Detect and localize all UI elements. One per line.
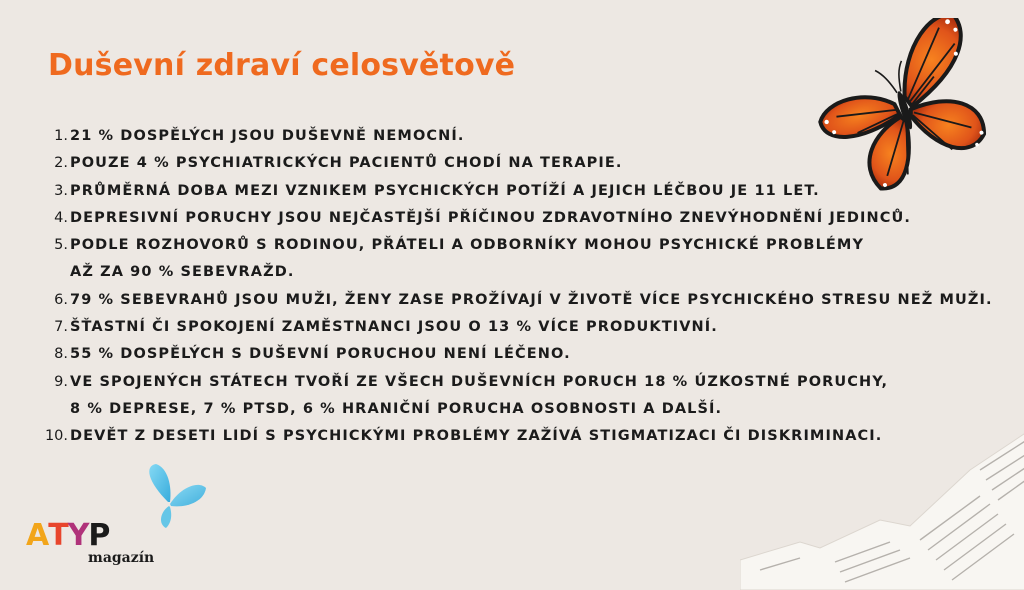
list-item bbox=[36, 232, 996, 287]
list-item-text: 21 % DOSPĚLÝCH JSOU DUŠEVNĚ NEMOCNÍ. bbox=[70, 128, 465, 144]
list-item-text: DEVĚT Z DESETI LIDÍ S PSYCHICKÝMI PROBLÉMY ZAŽÍVÁ STIGMATIZACI ČI DISKRIMINACI. bbox=[70, 428, 883, 445]
logo-subtitle: magazín bbox=[88, 550, 155, 566]
list-item-number: 2. bbox=[54, 155, 68, 172]
list-item-text: 55 % DOSPĚLÝCH S DUŠEVNÍ PORUCHOU NENÍ LÉČENO. bbox=[70, 346, 571, 363]
list-item-text: ŠŤASTNÍ ČI SPOKOJENÍ ZAMĚSTNANCI JSOU O 13 % VÍCE PRODUKTIVNÍ. bbox=[70, 319, 718, 336]
list-item bbox=[36, 369, 996, 424]
newspaper-scrap-icon bbox=[740, 430, 1024, 590]
list-item-number: 3. bbox=[54, 182, 68, 199]
monarch-butterfly-icon bbox=[812, 18, 992, 198]
list-item bbox=[36, 341, 996, 368]
logo-letter-y: Y bbox=[67, 518, 89, 553]
list-item-text: PODLE ROZHOVORŮ S RODINOU, PŘÁTELI A ODBORNÍKY MOHOU PSYCHICKÉ PROBLÉMY AŽ ZA 90 % SEBEVRAŽD. bbox=[70, 237, 865, 281]
list-item-text: DEPRESIVNÍ PORUCHY JSOU NEJČASTĚJŠÍ PŘÍČINOU ZDRAVOTNÍHO ZNEVÝHODNĚNÍ JEDINCŮ. bbox=[70, 209, 911, 226]
list-item bbox=[36, 205, 996, 232]
list-item-number: 8. bbox=[54, 346, 68, 363]
list-item-number: 7. bbox=[54, 319, 68, 336]
list-item-number: 1. bbox=[54, 128, 68, 144]
logo-letter-p: P bbox=[88, 518, 110, 553]
logo-letter-t: T bbox=[48, 518, 68, 553]
page-title: Duševní zdraví celosvětově bbox=[48, 48, 516, 83]
list-item bbox=[36, 287, 996, 314]
blue-butterfly-icon bbox=[138, 462, 210, 532]
list-item-text: 79 % SEBEVRAHŮ JSOU MUŽI, ŽENY ZASE PROŽÍVAJÍ V ŽIVOTĚ VÍCE PSYCHICKÉHO STRESU NEŽ MUŽI. bbox=[70, 291, 993, 308]
list-item-number: 10. bbox=[44, 428, 68, 445]
list-item-number: 6. bbox=[54, 291, 68, 308]
logo-letter-a: A bbox=[26, 518, 49, 553]
list-item-text: POUZE 4 % PSYCHIATRICKÝCH PACIENTŮ CHODÍ NA TERAPIE. bbox=[70, 155, 623, 172]
atyp-magazin-logo bbox=[26, 518, 155, 570]
logo-letters bbox=[26, 518, 109, 553]
list-item-text: VE SPOJENÝCH STÁTECH TVOŘÍ ZE VŠECH DUŠEVNÍCH PORUCH 18 % ÚZKOSTNÉ PORUCHY, 8 % DEPRESE, 7 % PTSD, 6 % HRANIČNÍ PORUCHA OSOBNOSTI A DALŠÍ. bbox=[70, 373, 889, 417]
list-item-text: PRŮMĚRNÁ DOBA MEZI VZNIKEM PSYCHICKÝCH POTÍŽÍ A JEJICH LÉČBOU JE 11 LET. bbox=[70, 182, 820, 199]
list-item-number: 9. bbox=[54, 373, 68, 390]
list-item-number: 5. bbox=[54, 237, 68, 254]
list-item-number: 4. bbox=[54, 209, 68, 226]
list-item bbox=[36, 314, 996, 341]
